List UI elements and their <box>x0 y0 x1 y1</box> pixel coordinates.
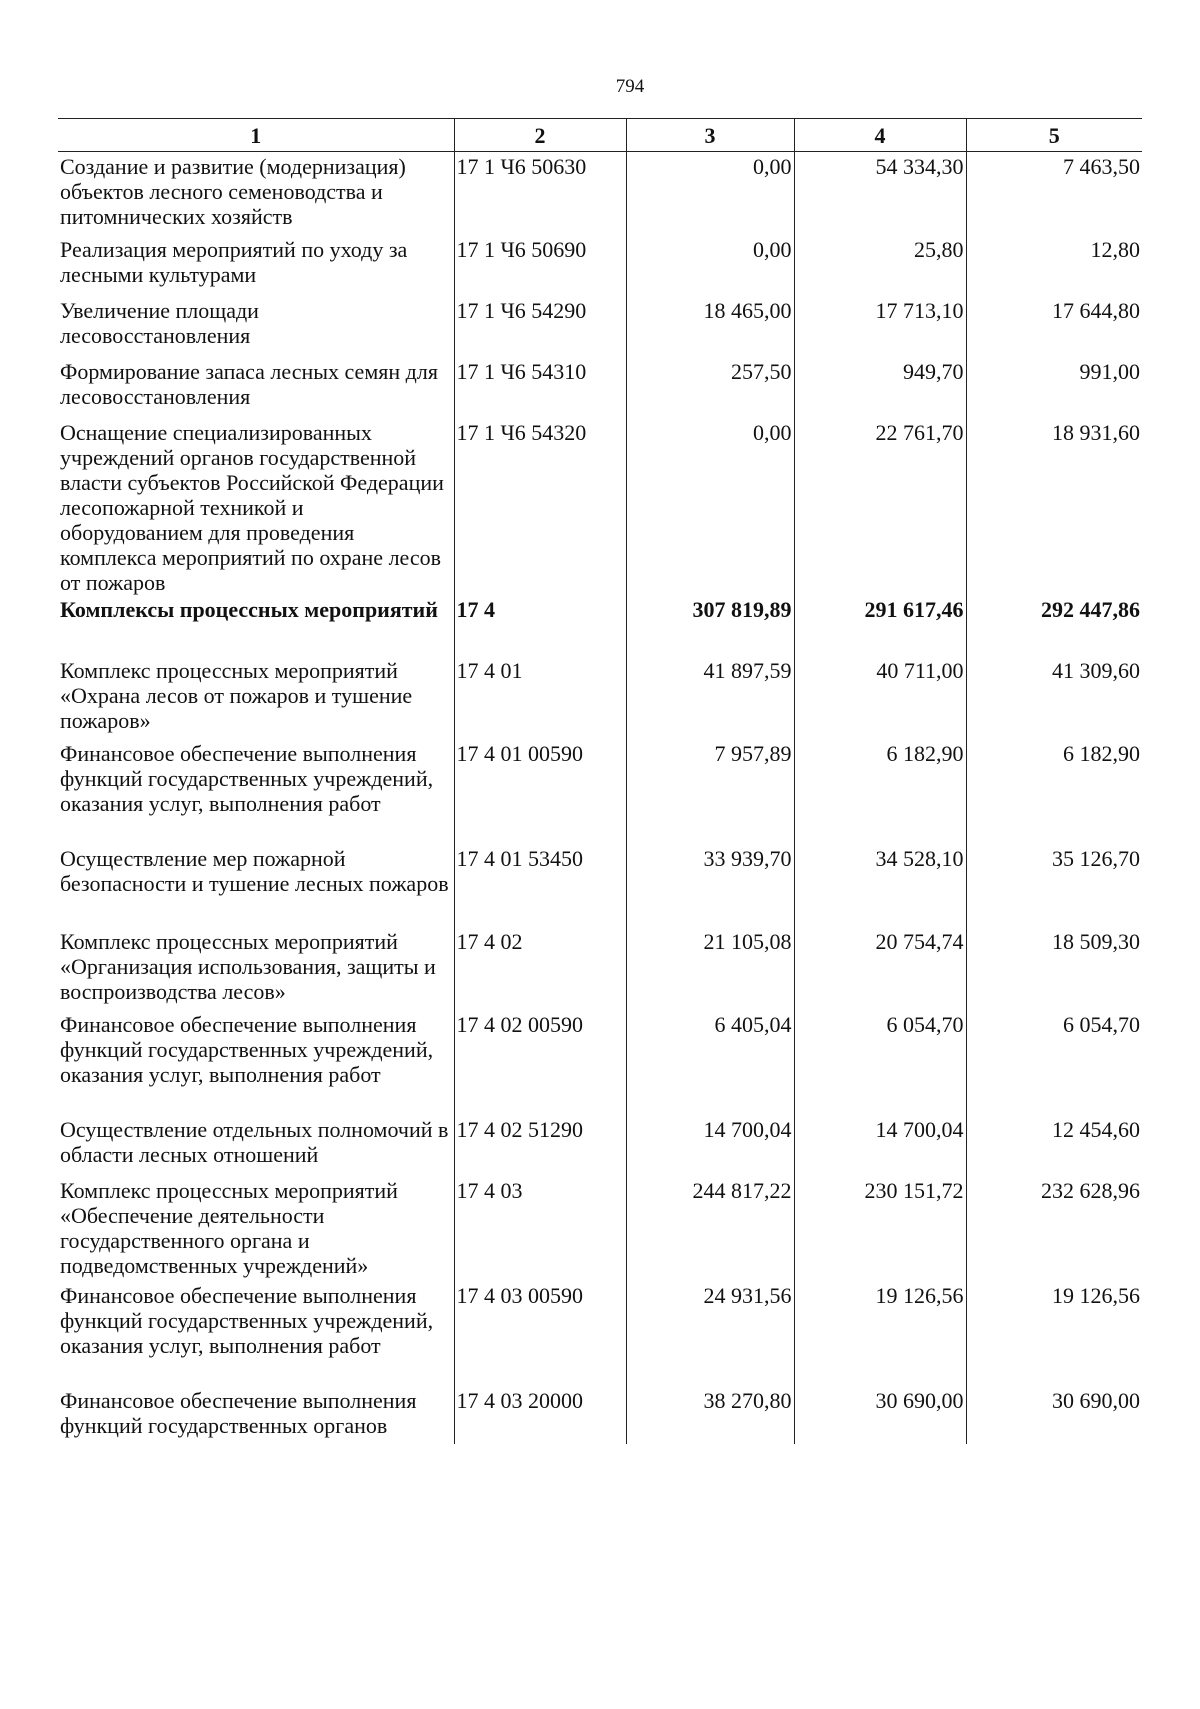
row-value-3: 24 931,56 <box>626 1281 794 1386</box>
row-value-4: 291 617,46 <box>794 595 966 656</box>
row-code: 17 4 02 <box>454 927 626 1010</box>
row-value-3: 14 700,04 <box>626 1115 794 1176</box>
row-value-4: 17 713,10 <box>794 296 966 357</box>
row-value-5: 991,00 <box>966 357 1142 418</box>
row-value-4: 6 182,90 <box>794 739 966 844</box>
budget-table <box>58 119 1142 1444</box>
table-row <box>58 1010 1142 1115</box>
row-name: Создание и развитие (модернизация) объектов лесного семеноводства и питомнических хозяйств <box>58 152 454 235</box>
table-row <box>58 1176 1142 1281</box>
row-value-4: 6 054,70 <box>794 1010 966 1115</box>
row-name: Финансовое обеспечение выполнения функций государственных учреждений, оказания услуг, выполнения работ <box>58 1010 454 1115</box>
row-value-5: 17 644,80 <box>966 296 1142 357</box>
row-code: 17 1 Ч6 50630 <box>454 152 626 235</box>
row-name: Осуществление отдельных полномочий в области лесных отношений <box>58 1115 454 1176</box>
row-code: 17 4 03 <box>454 1176 626 1281</box>
table-row <box>58 1386 1142 1444</box>
table-row <box>58 296 1142 357</box>
row-code: 17 1 Ч6 54290 <box>454 296 626 357</box>
row-code: 17 1 Ч6 54320 <box>454 418 626 595</box>
row-value-4: 230 151,72 <box>794 1176 966 1281</box>
table-row <box>58 357 1142 418</box>
row-value-5: 12 454,60 <box>966 1115 1142 1176</box>
row-value-3: 7 957,89 <box>626 739 794 844</box>
row-value-4: 30 690,00 <box>794 1386 966 1444</box>
table-row <box>58 235 1142 296</box>
row-name: Финансовое обеспечение выполнения функций государственных учреждений, оказания услуг, выполнения работ <box>58 1281 454 1386</box>
row-value-3: 33 939,70 <box>626 844 794 927</box>
row-value-4: 20 754,74 <box>794 927 966 1010</box>
row-value-3: 0,00 <box>626 418 794 595</box>
row-name: Финансовое обеспечение выполнения функций государственных учреждений, оказания услуг, выполнения работ <box>58 739 454 844</box>
row-value-3: 21 105,08 <box>626 927 794 1010</box>
row-value-5: 7 463,50 <box>966 152 1142 235</box>
row-name: Формирование запаса лесных семян для лесовосстановления <box>58 357 454 418</box>
table-body <box>58 152 1142 1444</box>
row-value-3: 18 465,00 <box>626 296 794 357</box>
row-value-3: 0,00 <box>626 152 794 235</box>
table-header-row <box>58 119 1142 152</box>
row-value-5: 232 628,96 <box>966 1176 1142 1281</box>
row-value-4: 949,70 <box>794 357 966 418</box>
row-code: 17 4 02 00590 <box>454 1010 626 1115</box>
column-header-5: 5 <box>966 119 1142 152</box>
row-code: 17 1 Ч6 54310 <box>454 357 626 418</box>
row-value-4: 25,80 <box>794 235 966 296</box>
row-name: Осуществление мер пожарной безопасности и тушение лесных пожаров <box>58 844 454 927</box>
row-value-4: 19 126,56 <box>794 1281 966 1386</box>
column-header-1: 1 <box>58 119 454 152</box>
page-number: 794 <box>615 76 645 97</box>
row-value-5: 30 690,00 <box>966 1386 1142 1444</box>
column-header-2: 2 <box>454 119 626 152</box>
row-value-5: 6 182,90 <box>966 739 1142 844</box>
row-value-3: 244 817,22 <box>626 1176 794 1281</box>
column-header-3: 3 <box>626 119 794 152</box>
table-row <box>58 1281 1142 1386</box>
table-row <box>58 418 1142 595</box>
row-name: Увеличение площади лесовосстановления <box>58 296 454 357</box>
row-code: 17 4 <box>454 595 626 656</box>
table-row <box>58 595 1142 656</box>
table-row <box>58 739 1142 844</box>
table-row <box>58 152 1142 235</box>
row-value-4: 22 761,70 <box>794 418 966 595</box>
row-name: Комплекс процессных мероприятий «Обеспечение деятельности государственного органа и подведомственных учреждений» <box>58 1176 454 1281</box>
table-row <box>58 844 1142 927</box>
row-name: Оснащение специализированных учреждений органов государственной власти субъектов Российской Федерации лесопожарной техникой и оборудованием для проведения комплекса мероприятий по охране лесов от пожаров <box>58 418 454 595</box>
row-value-5: 292 447,86 <box>966 595 1142 656</box>
row-name: Финансовое обеспечение выполнения функций государственных органов <box>58 1386 454 1444</box>
row-value-3: 257,50 <box>626 357 794 418</box>
row-value-3: 6 405,04 <box>626 1010 794 1115</box>
table-row <box>58 927 1142 1010</box>
row-code: 17 4 03 00590 <box>454 1281 626 1386</box>
row-code: 17 1 Ч6 50690 <box>454 235 626 296</box>
row-code: 17 4 01 53450 <box>454 844 626 927</box>
row-value-5: 18 931,60 <box>966 418 1142 595</box>
row-value-5: 18 509,30 <box>966 927 1142 1010</box>
row-value-5: 41 309,60 <box>966 656 1142 739</box>
row-value-5: 19 126,56 <box>966 1281 1142 1386</box>
row-name: Комплексы процессных мероприятий <box>58 595 454 656</box>
row-value-4: 54 334,30 <box>794 152 966 235</box>
row-code: 17 4 01 <box>454 656 626 739</box>
row-value-3: 0,00 <box>626 235 794 296</box>
row-value-5: 6 054,70 <box>966 1010 1142 1115</box>
row-value-5: 35 126,70 <box>966 844 1142 927</box>
row-value-3: 307 819,89 <box>626 595 794 656</box>
row-value-4: 14 700,04 <box>794 1115 966 1176</box>
column-header-4: 4 <box>794 119 966 152</box>
row-value-4: 34 528,10 <box>794 844 966 927</box>
row-name: Комплекс процессных мероприятий «Организация использования, защиты и воспроизводства лесов» <box>58 927 454 1010</box>
table-row <box>58 1115 1142 1176</box>
row-name: Комплекс процессных мероприятий «Охрана лесов от пожаров и тушение пожаров» <box>58 656 454 739</box>
row-value-3: 38 270,80 <box>626 1386 794 1444</box>
table-row <box>58 656 1142 739</box>
row-value-5: 12,80 <box>966 235 1142 296</box>
row-code: 17 4 02 51290 <box>454 1115 626 1176</box>
row-name: Реализация мероприятий по уходу за лесными культурами <box>58 235 454 296</box>
row-value-3: 41 897,59 <box>626 656 794 739</box>
row-code: 17 4 01 00590 <box>454 739 626 844</box>
row-code: 17 4 03 20000 <box>454 1386 626 1444</box>
row-value-4: 40 711,00 <box>794 656 966 739</box>
